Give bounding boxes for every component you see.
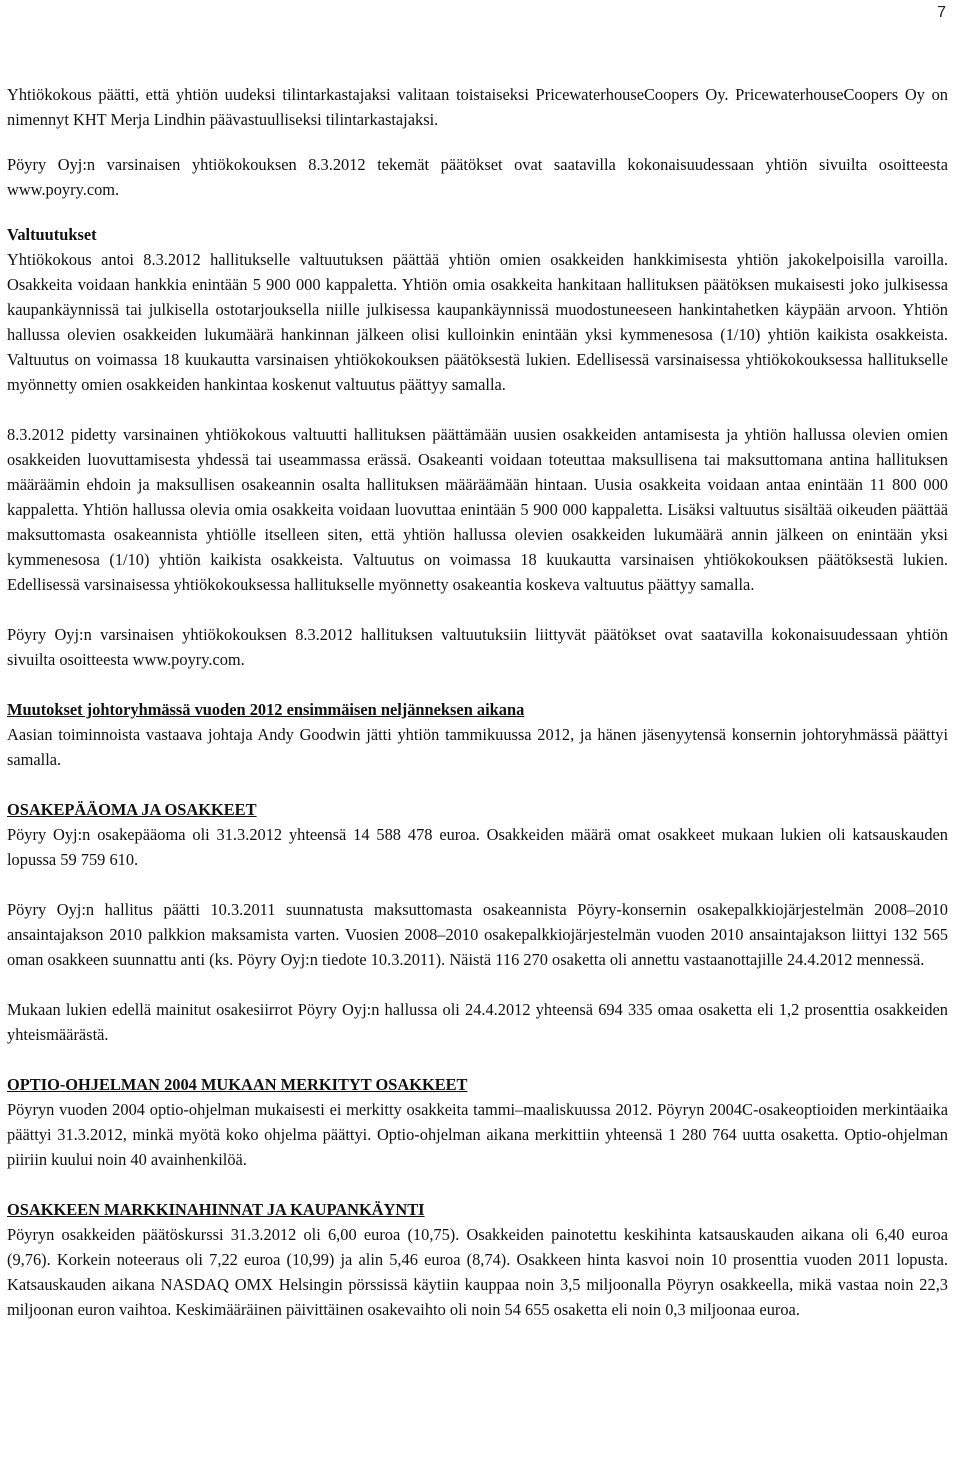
management-changes-heading: Muutokset johtoryhmässä vuoden 2012 ensimmäisen neljänneksen aikana bbox=[7, 700, 525, 719]
management-changes-paragraph: Aasian toiminnoista vastaava johtaja Andy Goodwin jätti yhtiön tammikuussa 2012, ja hänen jäsenyytensä konsernin johtoryhmässä päättyi samalla. bbox=[7, 725, 948, 769]
authorizations-heading: Valtuutukset bbox=[7, 225, 97, 244]
market-prices-heading: OSAKKEEN MARKKINAHINNAT JA KAUPANKÄYNTI bbox=[7, 1200, 425, 1219]
option-program-heading: OPTIO-OHJELMAN 2004 MUKAAN MERKITYT OSAKKEET bbox=[7, 1075, 468, 1094]
document-body bbox=[7, 82, 948, 1322]
share-issue-paragraph: 8.3.2012 pidetty varsinainen yhtiökokous valtuutti hallituksen päättämään uusien osakkeiden antamisesta ja yhtiön hallussa olevien omien osakkeiden luovuttamisesta yhdessä tai useammassa erässä. Osakeanti voidaan toteuttaa maksullisena tai maksuttomana antina hallituksen määräämin ehdoin ja maksullisen osakeannin osalta hallituksen määräämään hintaan. Uusia osakkeita voidaan antaa enintään 11 800 000 kappaletta. Yhtiön hallussa olevia omia osakkeita voidaan luovuttaa enintään 5 900 000 kappaletta. Lisäksi valtuutus sisältää oikeuden päättää maksuttomasta osakeannista yhtiölle itselleen siten, että yhtiön hallussa olevien osakkeiden lukumäärä annin jälkeen on enintään yksi kymmenesosa (1/10) yhtiön kaikista osakkeista. Valtuutus on voimassa 18 kuukautta varsinaisen yhtiökokouksen päätöksestä lukien. Edellisessä varsinaisessa yhtiökokouksessa hallitukselle myönnetty osakeantia koskeva valtuutus päättyy samalla. bbox=[7, 425, 948, 594]
share-capital-heading: OSAKEPÄÄOMA JA OSAKKEET bbox=[7, 800, 257, 819]
own-shares-paragraph: Mukaan lukien edellä mainitut osakesiirrot Pöyry Oyj:n hallussa oli 24.4.2012 yhteensä 694 335 omaa osaketta eli 1,2 prosenttia osakkeiden yhteismäärästä. bbox=[7, 1000, 948, 1044]
share-repurchase-paragraph: Yhtiökokous antoi 8.3.2012 hallitukselle valtuutuksen päättää yhtiön omien osakkeiden hankkimisesta yhtiön jakokelpoisilla varoilla. Osakkeita voidaan hankkia enintään 5 900 000 kappaletta. Yhtiön omia osakkeita hankitaan hallituksen päätöksen mukaisesti joko julkisessa kaupankäynnissä tai julkisella ostotarjouksella niille julkisessa kaupankäynnissä muodostuneeseen hankintahetken käypään arvoon. Yhtiön hallussa olevien osakkeiden lukumäärä hankinnan jälkeen olisi kulloinkin enintään yksi kymmenesosa (1/10) yhtiön kaikista osakkeista. Valtuutus on voimassa 18 kuukautta varsinaisen yhtiökokouksen päätöksestä lukien. Edellisessä varsinaisessa yhtiökokouksessa hallitukselle myönnetty omien osakkeiden hankintaa koskenut valtuutus päättyy samalla. bbox=[7, 250, 948, 394]
agm-decisions-paragraph: Pöyry Oyj:n varsinaisen yhtiökokouksen 8.3.2012 tekemät päätökset ovat saatavilla kokonaisuudessaan yhtiön sivuilta osoitteesta www.poyry.com. bbox=[7, 155, 948, 199]
share-issue-2011-paragraph: Pöyry Oyj:n hallitus päätti 10.3.2011 suunnatusta maksuttomasta osakeannista Pöyry-konsernin osakepalkkiojärjestelmän 2008–2010 ansaintajakson 2010 palkkion maksamista varten. Vuosien 2008–2010 osakepalkkiojärjestelmän vuoden 2010 ansaintajakson liittyi 132 565 oman osakkeen suunnattu anti (ks. Pöyry Oyj:n tiedote 10.3.2011). Näistä 116 270 osaketta oli annettu vastaanottajille 24.4.2012 mennessä. bbox=[7, 900, 948, 969]
option-program-paragraph: Pöyryn vuoden 2004 optio-ohjelman mukaisesti ei merkitty osakkeita tammi–maaliskuussa 2012. Pöyryn 2004C-osakeoptioiden merkintäaika päättyi 31.3.2012, minkä myötä koko ohjelma päättyi. Optio-ohjelman aikana merkittiin yhteensä 1 280 764 uutta osaketta. Optio-ohjelman piiriin kuului noin 40 avainhenkilöä. bbox=[7, 1100, 948, 1169]
market-prices-paragraph: Pöyryn osakkeiden päätöskurssi 31.3.2012 oli 6,00 euroa (10,75). Osakkeiden painotettu keskihinta katsauskauden aikana oli 6,40 euroa (9,76). Korkein noteeraus oli 7,22 euroa (10,99) ja alin 5,46 euroa (8,74). Osakkeen hinta kasvoi noin 10 prosenttia vuoden 2011 lopusta. Katsauskauden aikana NASDAQ OMX Helsingin pörssissä käytiin kauppaa noin 3,5 miljoonalla Pöyryn osakkeella, mikä vastaa noin 22,3 miljoonan euron vaihtoa. Keskimääräinen päivittäinen osakevaihto oli noin 54 655 osaketta eli noin 0,3 miljoonaa euroa. bbox=[7, 1225, 948, 1319]
share-capital-paragraph: Pöyry Oyj:n osakepääoma oli 31.3.2012 yhteensä 14 588 478 euroa. Osakkeiden määrä omat osakkeet mukaan lukien oli katsauskauden lopussa 59 759 610. bbox=[7, 825, 948, 869]
auditor-paragraph: Yhtiökokous päätti, että yhtiön uudeksi tilintarkastajaksi valitaan toistaiseksi PricewaterhouseCoopers Oy. PricewaterhouseCoopers Oy on nimennyt KHT Merja Lindhin päävastuulliseksi tilintarkastajaksi. bbox=[7, 85, 948, 129]
authorization-decisions-paragraph: Pöyry Oyj:n varsinaisen yhtiökokouksen 8.3.2012 hallituksen valtuutuksiin liittyvät päätökset ovat saatavilla kokonaisuudessaan yhtiön sivuilta osoitteesta www.poyry.com. bbox=[7, 625, 948, 669]
page-number: 7 bbox=[937, 4, 946, 21]
